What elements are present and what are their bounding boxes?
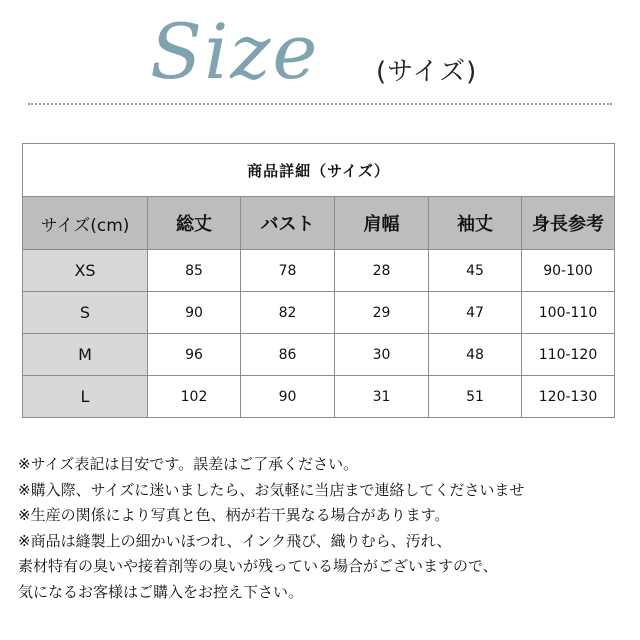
note-line: 素材特有の臭いや接着剤等の臭いが残っている場合がございますので、 — [18, 557, 498, 575]
table-cell: 78 — [241, 250, 335, 292]
row-size-label: L — [23, 376, 148, 418]
size-heading — [150, 4, 510, 100]
table-cell: 51 — [429, 376, 522, 418]
column-header: バスト — [241, 197, 335, 250]
size-script-title: Size — [150, 7, 320, 96]
table-cell: 28 — [335, 250, 429, 292]
table-cell: 90 — [148, 292, 241, 334]
note-line: 気になるお客様はご購入をお控え下さい。 — [18, 582, 304, 601]
column-header: 総丈 — [148, 197, 241, 250]
column-header: 袖丈 — [429, 197, 522, 250]
dotted-divider — [28, 103, 612, 105]
table-caption: 商品詳細（サイズ） — [23, 144, 615, 197]
row-size-label: XS — [23, 250, 148, 292]
table-cell: 45 — [429, 250, 522, 292]
row-size-label: S — [23, 292, 148, 334]
table-cell: 30 — [335, 334, 429, 376]
table-cell: 100-110 — [522, 292, 615, 334]
table-caption-row — [23, 144, 615, 197]
table-cell: 102 — [148, 376, 241, 418]
table-cell: 96 — [148, 334, 241, 376]
table-cell: 85 — [148, 250, 241, 292]
table-cell: 110-120 — [522, 334, 615, 376]
table-cell: 82 — [241, 292, 335, 334]
table-cell: 86 — [241, 334, 335, 376]
note-line: ※生産の関係により写真と色、柄が若干異なる場合があります。 — [18, 506, 450, 524]
note-line: ※商品は縫製上の細かいほつれ、インク飛び、織りむら、汚れ、 — [18, 531, 452, 550]
note-line: ※購入際、サイズに迷いましたら、お気軽に当店まで連絡してくださいませ — [18, 480, 525, 499]
column-header: サイズ(cm) — [23, 197, 148, 250]
row-size-label: M — [23, 334, 148, 376]
note-line: ※サイズ表記は目安です。誤差はご了承ください。 — [18, 455, 359, 473]
table-cell: 120-130 — [522, 376, 615, 418]
table-row — [23, 250, 615, 292]
table-row — [23, 292, 615, 334]
table-cell: 48 — [429, 334, 522, 376]
size-table — [22, 143, 615, 418]
table-cell: 47 — [429, 292, 522, 334]
table-row — [23, 334, 615, 376]
table-row — [23, 376, 615, 418]
column-header: 身長参考 — [522, 197, 615, 250]
size-subtitle: (サイズ) — [376, 57, 478, 87]
table-cell: 31 — [335, 376, 429, 418]
table-cell: 90-100 — [522, 250, 615, 292]
table-cell: 90 — [241, 376, 335, 418]
table-cell: 29 — [335, 292, 429, 334]
notes-block — [18, 452, 628, 605]
column-header: 肩幅 — [335, 197, 429, 250]
table-header-row — [23, 197, 615, 250]
